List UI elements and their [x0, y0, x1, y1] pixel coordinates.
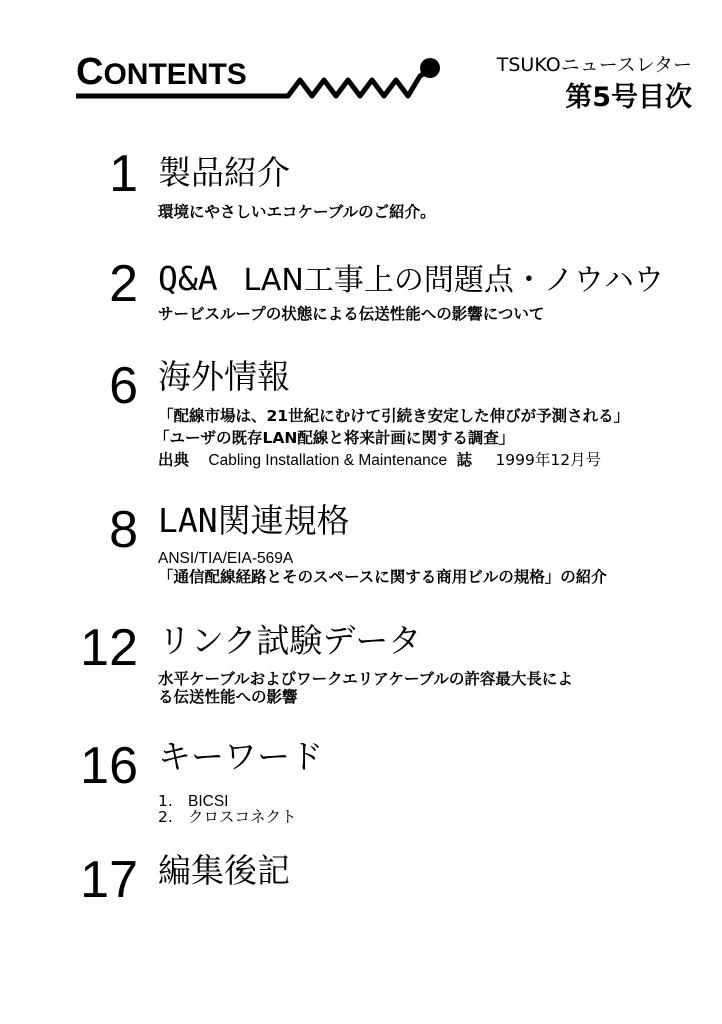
entry-description: ANSI/TIA/EIA-569A	[158, 550, 294, 567]
logo-text: CONTENTS	[76, 51, 247, 93]
entry-description: 「配線市場は、21世紀にむけて引続き安定した伸びが予測される」	[158, 407, 630, 425]
contents-logo	[76, 50, 442, 102]
list-item-text: BICSI	[188, 793, 229, 810]
page-number: 6	[109, 357, 138, 415]
entry-title: 製品紹介	[158, 153, 290, 192]
entry-description: 水平ケーブルおよびワークエリアケーブルの許容最大長によ	[158, 670, 573, 688]
entry-description: サービスループの状態による伝送性能への影響について	[158, 305, 545, 323]
entry-description: 環境にやさしいエコケーブルのご紹介。	[158, 203, 436, 221]
entry-description: 「ユーザの既存LAN配線と将来計画に関する調査」	[154, 429, 515, 447]
entry-title-prefix: Q&A	[158, 259, 218, 298]
entry-title-main: LAN工事上の問題点・ノウハウ	[243, 263, 664, 298]
list-item-number: 1.	[158, 792, 173, 810]
page-number: 2	[109, 255, 138, 313]
entry-title: キーワード	[158, 737, 323, 776]
page-number: 8	[109, 501, 138, 559]
source-label: 出典	[158, 451, 190, 469]
list-item	[158, 808, 297, 826]
list-item-text: クロスコネクト	[188, 808, 297, 826]
list-item-number: 2.	[158, 808, 173, 826]
entry-title: 編集後記	[158, 851, 290, 890]
entry-title: 海外情報	[158, 357, 290, 396]
source-suffix: 誌	[456, 451, 473, 469]
publisher-name: TSUKOニュースレター	[496, 54, 692, 76]
issue-title: 第5号目次	[565, 82, 692, 113]
page-number: 1	[109, 145, 138, 203]
page-number: 16	[80, 737, 138, 795]
entry-title	[158, 260, 664, 300]
source-publication: Cabling Installation & Maintenance	[208, 452, 448, 469]
dot-icon	[420, 58, 440, 78]
entry-title: リンク試験データ	[158, 621, 422, 660]
page-number: 12	[80, 619, 138, 677]
entry-title: LAN関連規格	[158, 501, 350, 540]
page-number: 17	[80, 851, 138, 909]
source-date: 1999年12月号	[495, 451, 602, 469]
entry-description: る伝送性能への影響	[158, 688, 298, 706]
entry-description: 「通信配線経路とそのスペースに関する商用ビルの規格」の紹介	[158, 568, 607, 586]
entry-source	[158, 450, 601, 471]
